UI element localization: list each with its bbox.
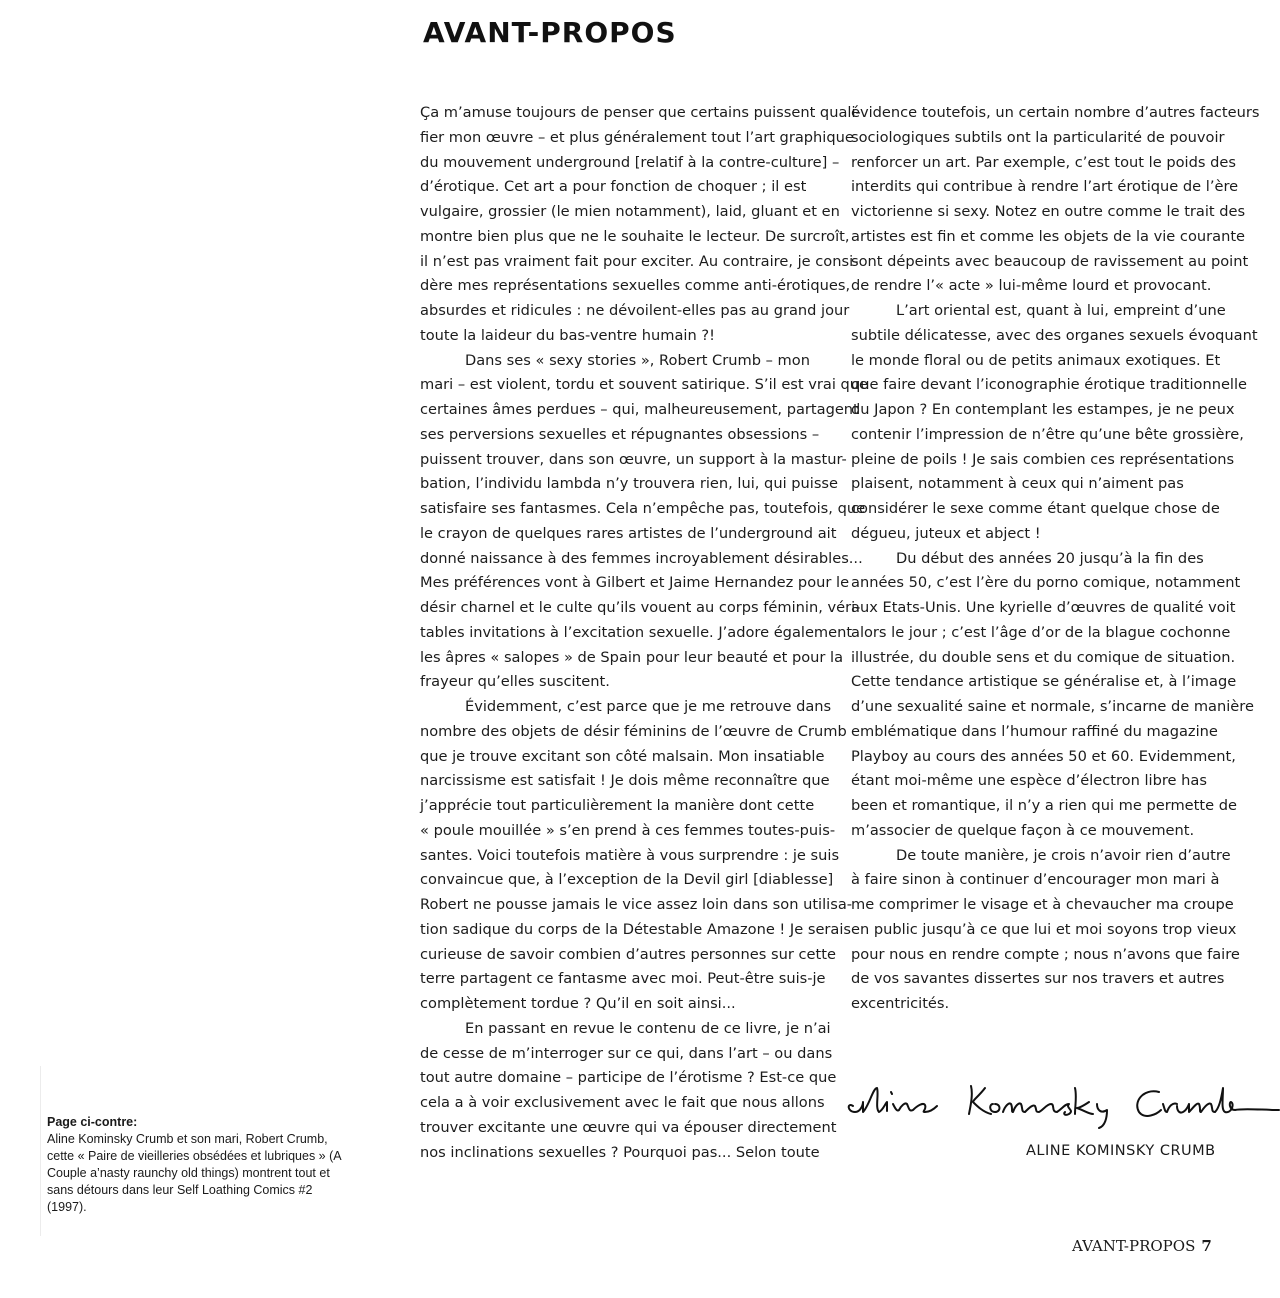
text-line: me comprimer le visage et à chevaucher ma croupe (851, 896, 1234, 913)
text-line: puissent trouver, dans son œuvre, un support à la mastur- (420, 450, 847, 468)
text-line: d’érotique. Cet art a pour fonction de choquer ; il est (420, 178, 807, 196)
text-line: frayeur qu’elles suscitent. (420, 673, 610, 691)
text-line: donné naissance à des femmes incroyablement désirables... (420, 549, 863, 567)
text-line: de vos savantes dissertes sur nos travers et autres (851, 970, 1225, 988)
text-line: le crayon de quelques rares artistes de l’underground ait (420, 524, 837, 542)
text-line: nombre des objets de désir féminins de l’œuvre de Crumb (420, 722, 847, 740)
text-line: subtile délicatesse, avec des organes sexuels évoquant (851, 326, 1258, 344)
text-line: il n’est pas vraiment fait pour exciter. Au contraire, je consi- (420, 252, 859, 270)
text-line: interdits qui contribue à rendre l’art érotique de l’ère (851, 178, 1239, 196)
text-line: désir charnel et le culte qu’ils vouent au corps féminin, véri- (420, 599, 861, 616)
text-line: De toute manière, je crois n’avoir rien d’autre (896, 846, 1231, 864)
text-line: vulgaire, grossier (le mien notamment), laid, gluant et en (420, 203, 840, 220)
text-line: à faire sinon à continuer d’encourager mon mari à (851, 871, 1220, 889)
page-number: 7 (1201, 1237, 1212, 1255)
text-line: années 50, c’est l’ère du porno comique, notamment (851, 574, 1241, 592)
text-line: excentricités. (851, 995, 950, 1012)
text-line: que je trouve excitant son côté malsain. Mon insatiable (420, 747, 825, 765)
text-line: montre bien plus que ne le souhaite le lecteur. De surcroît, (420, 227, 850, 245)
text-line: j’apprécie tout particulièrement la manière dont cette (420, 797, 815, 814)
text-line: convaincue que, à l’exception de la Devil girl [diablesse] (420, 871, 834, 889)
text-column-right (851, 101, 1260, 1017)
text-line: been et romantique, il n’y a rien qui me permette de (851, 797, 1237, 814)
author-name: ALINE KOMINSKY CRUMB (1026, 1143, 1216, 1159)
text-line: Robert ne pousse jamais le vice assez loin dans son utilisa- (420, 896, 853, 913)
text-line: pour nous en rendre compte ; nous n’avons que faire (851, 945, 1240, 963)
text-line: évidence toutefois, un certain nombre d’autres facteurs (851, 104, 1260, 121)
text-line: L’art oriental est, quant à lui, empreint d’une (896, 302, 1226, 319)
footer-section-label: AVANT-PROPOS (1072, 1237, 1196, 1255)
text-line: que faire devant l’iconographie érotique traditionnelle (851, 376, 1248, 394)
text-line: toute la laideur du bas-ventre humain ?! (420, 326, 715, 344)
text-line: considérer le sexe comme étant quelque chose de (851, 500, 1220, 517)
text-line: ses perversions sexuelles et répugnantes obsessions – (420, 425, 820, 443)
text-line: alors le jour ; c’est l’âge d’or de la blague cochonne (851, 623, 1231, 641)
text-line: fier mon œuvre – et plus généralement tout l’art graphique (420, 128, 854, 146)
text-line: En passant en revue le contenu de ce livre, je n’ai (465, 1019, 831, 1037)
text-line: tout autre domaine – participe de l’érotisme ? Est-ce que (420, 1069, 837, 1087)
text-line: emblématique dans l’humour raffiné du magazine (851, 722, 1218, 740)
text-line: du mouvement underground [relatif à la contre-culture] – (420, 153, 840, 171)
text-line: contenir l’impression de n’être qu’une bête grossière, (851, 425, 1244, 443)
text-line: dère mes représentations sexuelles comme anti-érotiques, (420, 277, 851, 295)
text-line: dégueu, juteux et abject ! (851, 524, 1041, 542)
page-footer (1072, 1237, 1212, 1255)
text-line: satisfaire ses fantasmes. Cela n’empêche pas, toutefois, que (420, 500, 866, 517)
text-line: Mes préférences vont à Gilbert et Jaime Hernandez pour le (420, 574, 850, 592)
text-line: « poule mouillée » s’en prend à ces femmes toutes-puis- (420, 821, 836, 839)
page-edge-divider (40, 1066, 41, 1236)
text-line: les âpres « salopes » de Spain pour leur beauté et pour la (420, 648, 844, 666)
text-line: santes. Voici toutefois matière à vous surprendre : je suis (420, 846, 840, 864)
text-line: artistes est fin et comme les objets de la vie courante (851, 227, 1246, 245)
text-line: le monde floral ou de petits animaux exotiques. Et (851, 351, 1221, 369)
text-line: mari – est violent, tordu et souvent satirique. S’il est vrai que (420, 376, 869, 394)
text-line: curieuse de savoir combien d’autres personnes sur cette (420, 945, 836, 963)
caption-title: Page ci-contre: (47, 1115, 138, 1129)
text-line: de rendre l’« acte » lui-même lourd et provocant. (851, 277, 1212, 295)
text-line: pleine de poils ! Je sais combien ces représentations (851, 450, 1235, 468)
text-column-left (420, 101, 869, 1165)
text-line: nos inclinations sexuelles ? Pourquoi pas... Selon toute (420, 1143, 820, 1161)
text-line: sociologiques subtils ont la particularité de pouvoir (851, 128, 1225, 146)
text-line: absurdes et ridicules : ne dévoilent-elles pas au grand jour (420, 302, 850, 319)
text-line: narcissisme est satisfait ! Je dois même reconnaître que (420, 772, 830, 790)
text-line: Dans ses « sexy stories », Robert Crumb – mon (465, 351, 810, 369)
author-signature (843, 1074, 1280, 1134)
text-line: illustrée, du double sens et du comique de situation. (851, 648, 1236, 666)
text-line: Playboy au cours des années 50 et 60. Evidemment, (851, 747, 1236, 765)
photo-caption (47, 1114, 347, 1216)
text-line: trouver excitante une œuvre qui va épouser directement (420, 1118, 837, 1136)
text-line: d’une sexualité saine et normale, s’incarne de manière (851, 698, 1254, 715)
text-line: tables invitations à l’excitation sexuelle. J’adore également (420, 623, 853, 641)
text-line: Cette tendance artistique se généralise et, à l’image (851, 673, 1237, 691)
text-line: de cesse de m’interroger sur ce qui, dans l’art – ou dans (420, 1044, 833, 1062)
text-line: sont dépeints avec beaucoup de ravissement au point (851, 252, 1249, 270)
text-line: Évidemment, c’est parce que je me retrouve dans (465, 698, 832, 715)
text-line: Du début des années 20 jusqu’à la fin des (896, 549, 1204, 567)
text-line: en public jusqu’à ce que lui et moi soyons trop vieux (851, 920, 1237, 938)
text-line: certaines âmes perdues – qui, malheureusement, partagent (420, 401, 859, 418)
text-line: tion sadique du corps de la Détestable Amazone ! Je serais (420, 920, 852, 938)
text-line: Ça m’amuse toujours de penser que certains puissent quali- (420, 104, 861, 121)
text-line: terre partagent ce fantasme avec moi. Peut-être suis-je (420, 970, 826, 988)
text-line: étant moi-même une espèce d’électron libre has (851, 772, 1207, 790)
caption-text: Aline Kominsky Crumb et son mari, Robert Crumb, cette « Paire de vieilleries obsédées et lubriques » (A Couple a’nasty raunchy old things) montrent tout et sans détours dans leur Self Loathing Comics #2 (1997). (47, 1132, 341, 1214)
text-line: aux Etats-Unis. Une kyrielle d’œuvres de qualité voit (851, 599, 1236, 616)
text-line: cela a à voir exclusivement avec le fait que nous allons (420, 1094, 825, 1111)
text-line: victorienne si sexy. Notez en outre comme le trait des (851, 203, 1246, 220)
text-line: plaisent, notamment à ceux qui n’aiment pas (851, 475, 1184, 493)
text-line: bation, l’individu lambda n’y trouvera rien, lui, qui puisse (420, 475, 839, 493)
page-title: AVANT-PROPOS (423, 16, 677, 49)
text-line: renforcer un art. Par exemple, c’est tout le poids des (851, 153, 1236, 171)
text-line: du Japon ? En contemplant les estampes, je ne peux (851, 401, 1235, 418)
text-line: m’associer de quelque façon à ce mouvement. (851, 821, 1195, 839)
text-line: complètement tordue ? Qu’il en soit ainsi... (420, 995, 736, 1012)
